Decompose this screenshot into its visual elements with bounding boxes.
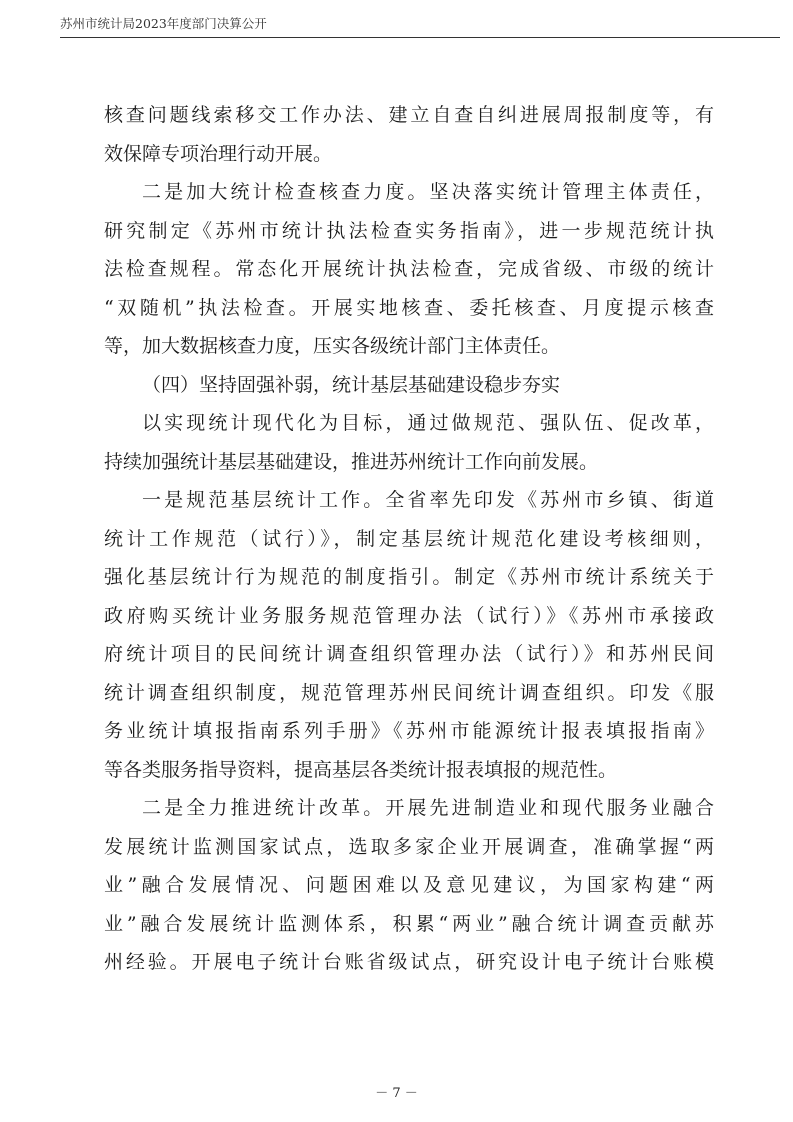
paragraph-line: 效保障专项治理行动开展。 — [104, 142, 333, 165]
paragraph-line: 核查问题线索移交工作办法、建立自查自纠进展周报制度等，有 — [104, 104, 714, 126]
page-number: － 7 － — [375, 1086, 418, 1101]
paragraph-line: 业”融合发展统计监测体系，积累“两业”融合统计调查贡献苏 — [104, 912, 714, 935]
paragraph-line: 法检查规程。常态化开展统计执法检查，完成省级、市级的统计 — [104, 258, 714, 280]
paragraph-line: 府统计项目的民间统计调查组织管理办法（试行）》和苏州民间 — [104, 643, 714, 665]
paragraph-line: 州经验。开展电子统计台账省级试点，研究设计电子统计台账模 — [104, 951, 714, 973]
paragraph-line: 二是加大统计检查核查力度。坚决落实统计管理主体责任， — [142, 181, 714, 203]
paragraph-line: 研究制定《苏州市统计执法检查实务指南》，进一步规范统计执 — [104, 219, 714, 242]
paragraph-line: 强化基层统计行为规范的制度指引。制定《苏州市统计系统关于 — [104, 566, 714, 588]
page-header — [60, 8, 780, 36]
section-heading: （四）坚持固强补弱，统计基层基础建设稳步夯实 — [142, 373, 561, 396]
body-text — [104, 96, 714, 982]
paragraph-line: “双随机”执法检查。开展实地核查、委托核查、月度提示核查 — [104, 296, 714, 319]
paragraph-line: 持续加强统计基层基础建设，推进苏州统计工作向前发展。 — [104, 450, 599, 473]
paragraph-line: 二是全力推进统计改革。开展先进制造业和现代服务业融合 — [142, 797, 714, 819]
paragraph-line: 业”融合发展情况、问题困难以及意见建议，为国家构建“两 — [104, 874, 714, 896]
header-rule — [60, 37, 780, 38]
paragraph-line: 统计调查组织制度，规范管理苏州民间统计调查组织。印发《服 — [104, 681, 714, 704]
paragraph-line: 等，加大数据核查力度，压实各级统计部门主体责任。 — [104, 335, 561, 357]
paragraph-line: 以实现统计现代化为目标，通过做规范、强队伍、促改革， — [142, 412, 714, 434]
paragraph-line: 统计工作规范（试行）》，制定基层统计规范化建设考核细则， — [104, 527, 714, 550]
header-title: 苏州市统计局2023年度部门决算公开 — [60, 16, 267, 31]
paragraph-line: 发展统计监测国家试点，选取多家企业开展调查，准确掌握“两 — [104, 835, 714, 858]
paragraph-line: 等各类服务指导资料，提高基层各类统计报表填报的规范性。 — [104, 758, 618, 781]
paragraph-line: 务业统计填报指南系列手册》《苏州市能源统计报表填报指南》 — [104, 720, 714, 742]
paragraph-line: 政府购买统计业务服务规范管理办法（试行）》《苏州市承接政 — [104, 604, 714, 627]
paragraph-line: 一是规范基层统计工作。全省率先印发《苏州市乡镇、街道 — [142, 489, 714, 511]
